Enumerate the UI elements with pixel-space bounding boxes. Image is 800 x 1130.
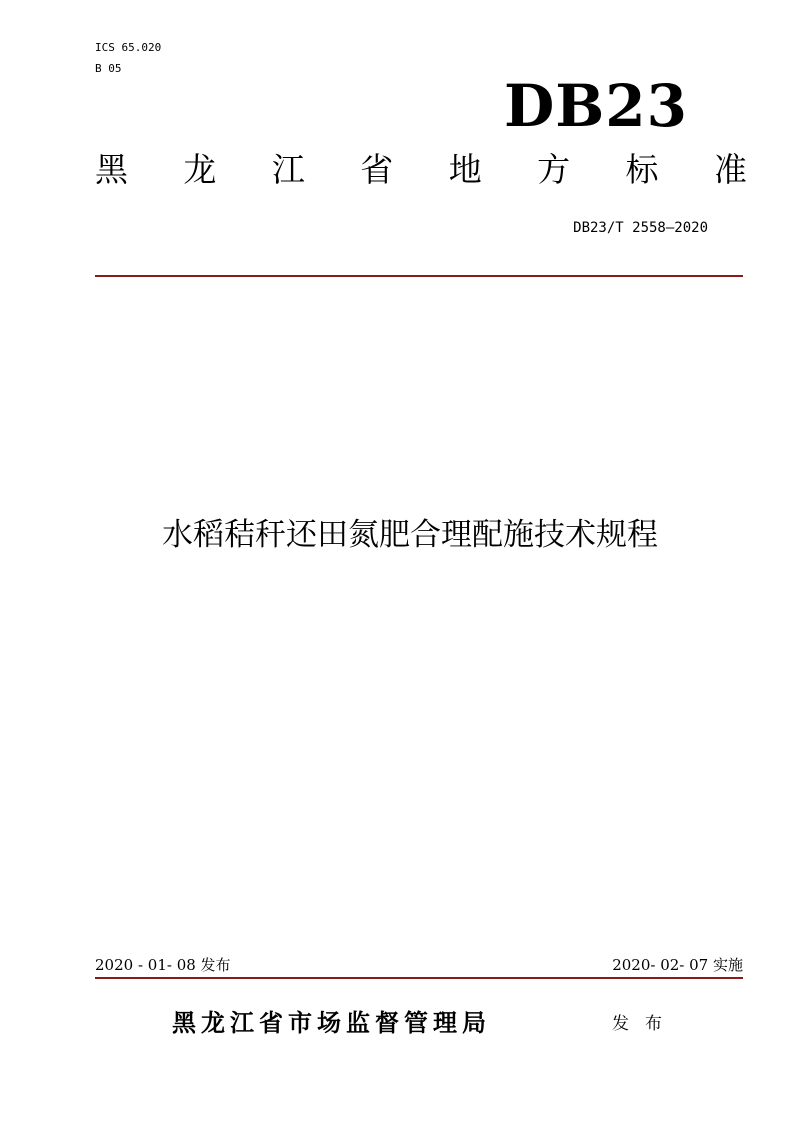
standard-number: DB23/T 2558—2020 bbox=[573, 220, 708, 236]
footer-divider bbox=[95, 977, 743, 979]
implementation-date: 2020- 02- 07 实施 bbox=[612, 956, 743, 974]
standard-type-char: 方 bbox=[537, 150, 571, 189]
standard-type-char: 标 bbox=[625, 150, 659, 189]
ccs-code: B 05 bbox=[95, 62, 122, 75]
document-title: 水稻秸秆还田氮肥合理配施技术规程 bbox=[162, 517, 658, 553]
ics-code: ICS 65.020 bbox=[95, 41, 162, 54]
standard-logo: DB23 bbox=[503, 72, 688, 140]
standard-type-char: 龙 bbox=[183, 150, 217, 189]
standard-type-char: 江 bbox=[271, 150, 305, 189]
standard-type-char: 准 bbox=[713, 150, 747, 189]
standard-type-char: 地 bbox=[448, 150, 482, 189]
issuing-authority: 黑龙江省市场监督管理局 bbox=[172, 1008, 491, 1037]
standard-type-char: 省 bbox=[360, 150, 394, 189]
issue-label: 发布 bbox=[612, 1014, 678, 1034]
header-divider bbox=[95, 275, 743, 277]
issue-date: 2020 - 01- 08 发布 bbox=[95, 956, 231, 974]
standard-type-char: 黑 bbox=[95, 150, 128, 189]
standard-type-heading bbox=[95, 148, 747, 192]
